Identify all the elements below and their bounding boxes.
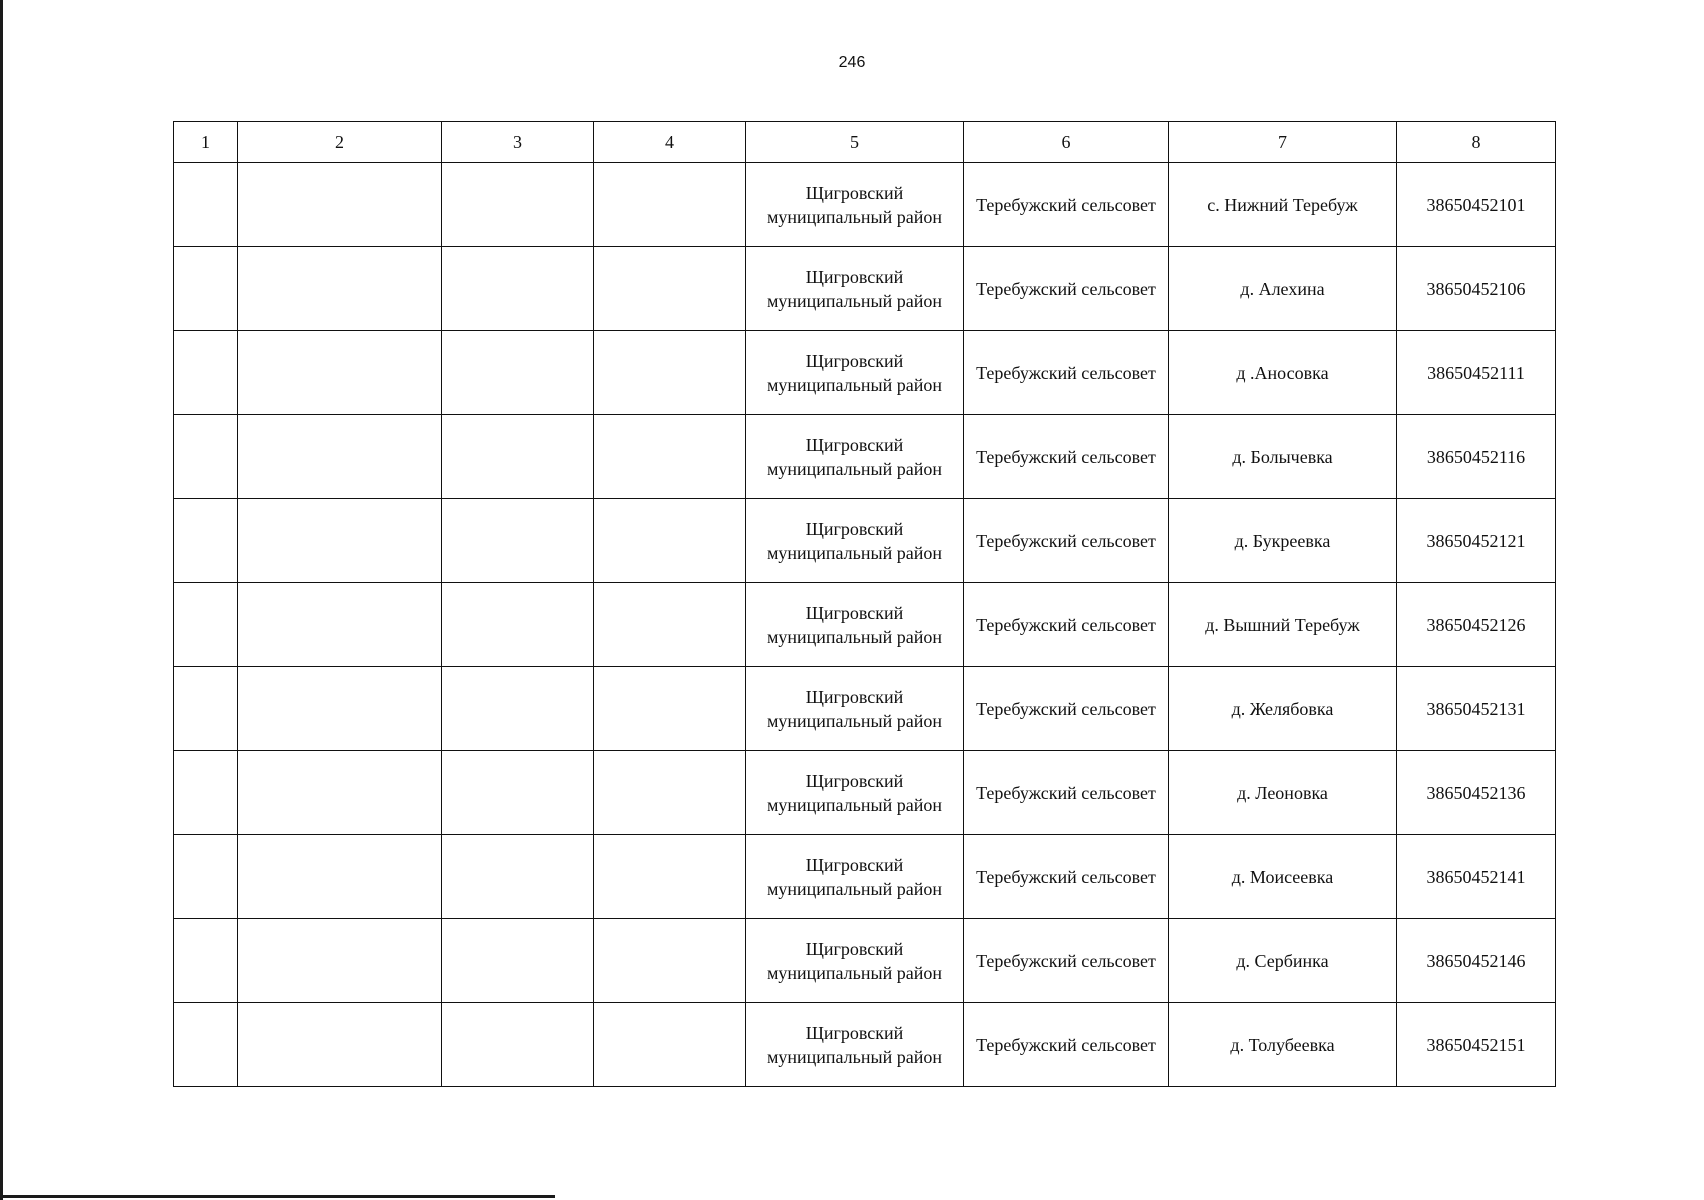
cell-code: 38650452116 [1397,415,1556,499]
cell-col4 [594,499,746,583]
cell-col1 [174,247,238,331]
district-line2: муниципальный район [766,710,942,731]
column-header-3: 3 [442,122,594,163]
table-row [174,1003,1556,1087]
cell-code: 38650452146 [1397,919,1556,1003]
table-row [174,583,1556,667]
cell-col3 [442,247,594,331]
district-line2: муниципальный район [766,626,942,647]
cell-settlement: д. Сербинка [1169,919,1397,1003]
cell-district [746,919,964,1003]
cell-col3 [442,415,594,499]
district-line1: Щигровский [805,350,904,371]
scan-bottom-border [0,1195,555,1198]
table-row [174,667,1556,751]
cell-district [746,1003,964,1087]
cell-col3 [442,1003,594,1087]
cell-settlement: д. Толубеевка [1169,1003,1397,1087]
cell-col4 [594,583,746,667]
column-header-6: 6 [964,122,1169,163]
cell-col2 [238,415,442,499]
district-line1: Щигровский [805,770,904,791]
cell-col2 [238,247,442,331]
column-header-7: 7 [1169,122,1397,163]
settlements-table [173,121,1556,1087]
cell-council: Теребужский сельсовет [964,247,1169,331]
cell-settlement: д. Болычевка [1169,415,1397,499]
cell-col2 [238,1003,442,1087]
cell-col4 [594,415,746,499]
district-line1: Щигровский [805,938,904,959]
cell-district [746,331,964,415]
cell-col1 [174,499,238,583]
column-header-5: 5 [746,122,964,163]
district-line1: Щигровский [805,182,904,203]
cell-district [746,415,964,499]
cell-council: Теребужский сельсовет [964,583,1169,667]
cell-col3 [442,919,594,1003]
district-line1: Щигровский [805,602,904,623]
cell-col3 [442,667,594,751]
cell-col4 [594,1003,746,1087]
table-row [174,415,1556,499]
cell-col3 [442,331,594,415]
column-header-1: 1 [174,122,238,163]
cell-col1 [174,331,238,415]
cell-district [746,499,964,583]
table-row [174,499,1556,583]
cell-settlement: д. Моисеевка [1169,835,1397,919]
column-header-8: 8 [1397,122,1556,163]
district-line2: муниципальный район [766,542,942,563]
cell-settlement: д. Желябовка [1169,667,1397,751]
cell-code: 38650452111 [1397,331,1556,415]
table-row [174,751,1556,835]
cell-district [746,163,964,247]
cell-council: Теребужский сельсовет [964,163,1169,247]
district-line2: муниципальный район [766,290,942,311]
cell-council: Теребужский сельсовет [964,751,1169,835]
district-line1: Щигровский [805,686,904,707]
cell-council: Теребужский сельсовет [964,1003,1169,1087]
cell-col2 [238,163,442,247]
cell-settlement: д. Леоновка [1169,751,1397,835]
scan-left-border [0,0,3,1200]
cell-col3 [442,835,594,919]
table-header-row [174,122,1556,163]
cell-col4 [594,667,746,751]
cell-code: 38650452151 [1397,1003,1556,1087]
table-row [174,163,1556,247]
cell-col1 [174,919,238,1003]
cell-district [746,751,964,835]
cell-col1 [174,667,238,751]
table-row [174,247,1556,331]
cell-settlement: д. Вышний Теребуж [1169,583,1397,667]
cell-council: Теребужский сельсовет [964,667,1169,751]
cell-col2 [238,583,442,667]
cell-settlement: с. Нижний Теребуж [1169,163,1397,247]
district-line1: Щигровский [805,518,904,539]
district-line1: Щигровский [805,854,904,875]
district-line1: Щигровский [805,266,904,287]
page-number: 246 [838,54,866,71]
cell-col3 [442,499,594,583]
district-line2: муниципальный район [766,206,942,227]
cell-district [746,583,964,667]
cell-col4 [594,163,746,247]
district-line2: муниципальный район [766,1046,942,1067]
table-row [174,835,1556,919]
district-line2: муниципальный район [766,374,942,395]
district-line2: муниципальный район [766,794,942,815]
cell-col2 [238,751,442,835]
cell-col4 [594,247,746,331]
table-row [174,331,1556,415]
cell-council: Теребужский сельсовет [964,331,1169,415]
cell-code: 38650452126 [1397,583,1556,667]
cell-council: Теребужский сельсовет [964,919,1169,1003]
cell-col3 [442,751,594,835]
cell-col3 [442,583,594,667]
district-line1: Щигровский [805,1022,904,1043]
cell-col1 [174,835,238,919]
cell-settlement: д. Алехина [1169,247,1397,331]
cell-district [746,835,964,919]
cell-code: 38650452106 [1397,247,1556,331]
district-line2: муниципальный район [766,878,942,899]
cell-council: Теребужский сельсовет [964,499,1169,583]
cell-district [746,247,964,331]
cell-settlement: д. Букреевка [1169,499,1397,583]
cell-col4 [594,835,746,919]
cell-council: Теребужский сельсовет [964,835,1169,919]
column-header-2: 2 [238,122,442,163]
cell-code: 38650452121 [1397,499,1556,583]
cell-col4 [594,919,746,1003]
cell-col1 [174,583,238,667]
cell-col2 [238,919,442,1003]
district-line2: муниципальный район [766,458,942,479]
cell-col2 [238,835,442,919]
district-line2: муниципальный район [766,962,942,983]
cell-col2 [238,499,442,583]
cell-settlement: д .Аносовка [1169,331,1397,415]
table-row [174,919,1556,1003]
cell-code: 38650452141 [1397,835,1556,919]
cell-code: 38650452136 [1397,751,1556,835]
cell-district [746,667,964,751]
cell-col1 [174,163,238,247]
cell-code: 38650452101 [1397,163,1556,247]
cell-col2 [238,331,442,415]
cell-code: 38650452131 [1397,667,1556,751]
cell-col1 [174,751,238,835]
cell-col1 [174,1003,238,1087]
cell-col2 [238,667,442,751]
cell-col4 [594,331,746,415]
cell-col3 [442,163,594,247]
cell-col1 [174,415,238,499]
column-header-4: 4 [594,122,746,163]
district-line1: Щигровский [805,434,904,455]
cell-council: Теребужский сельсовет [964,415,1169,499]
cell-col4 [594,751,746,835]
